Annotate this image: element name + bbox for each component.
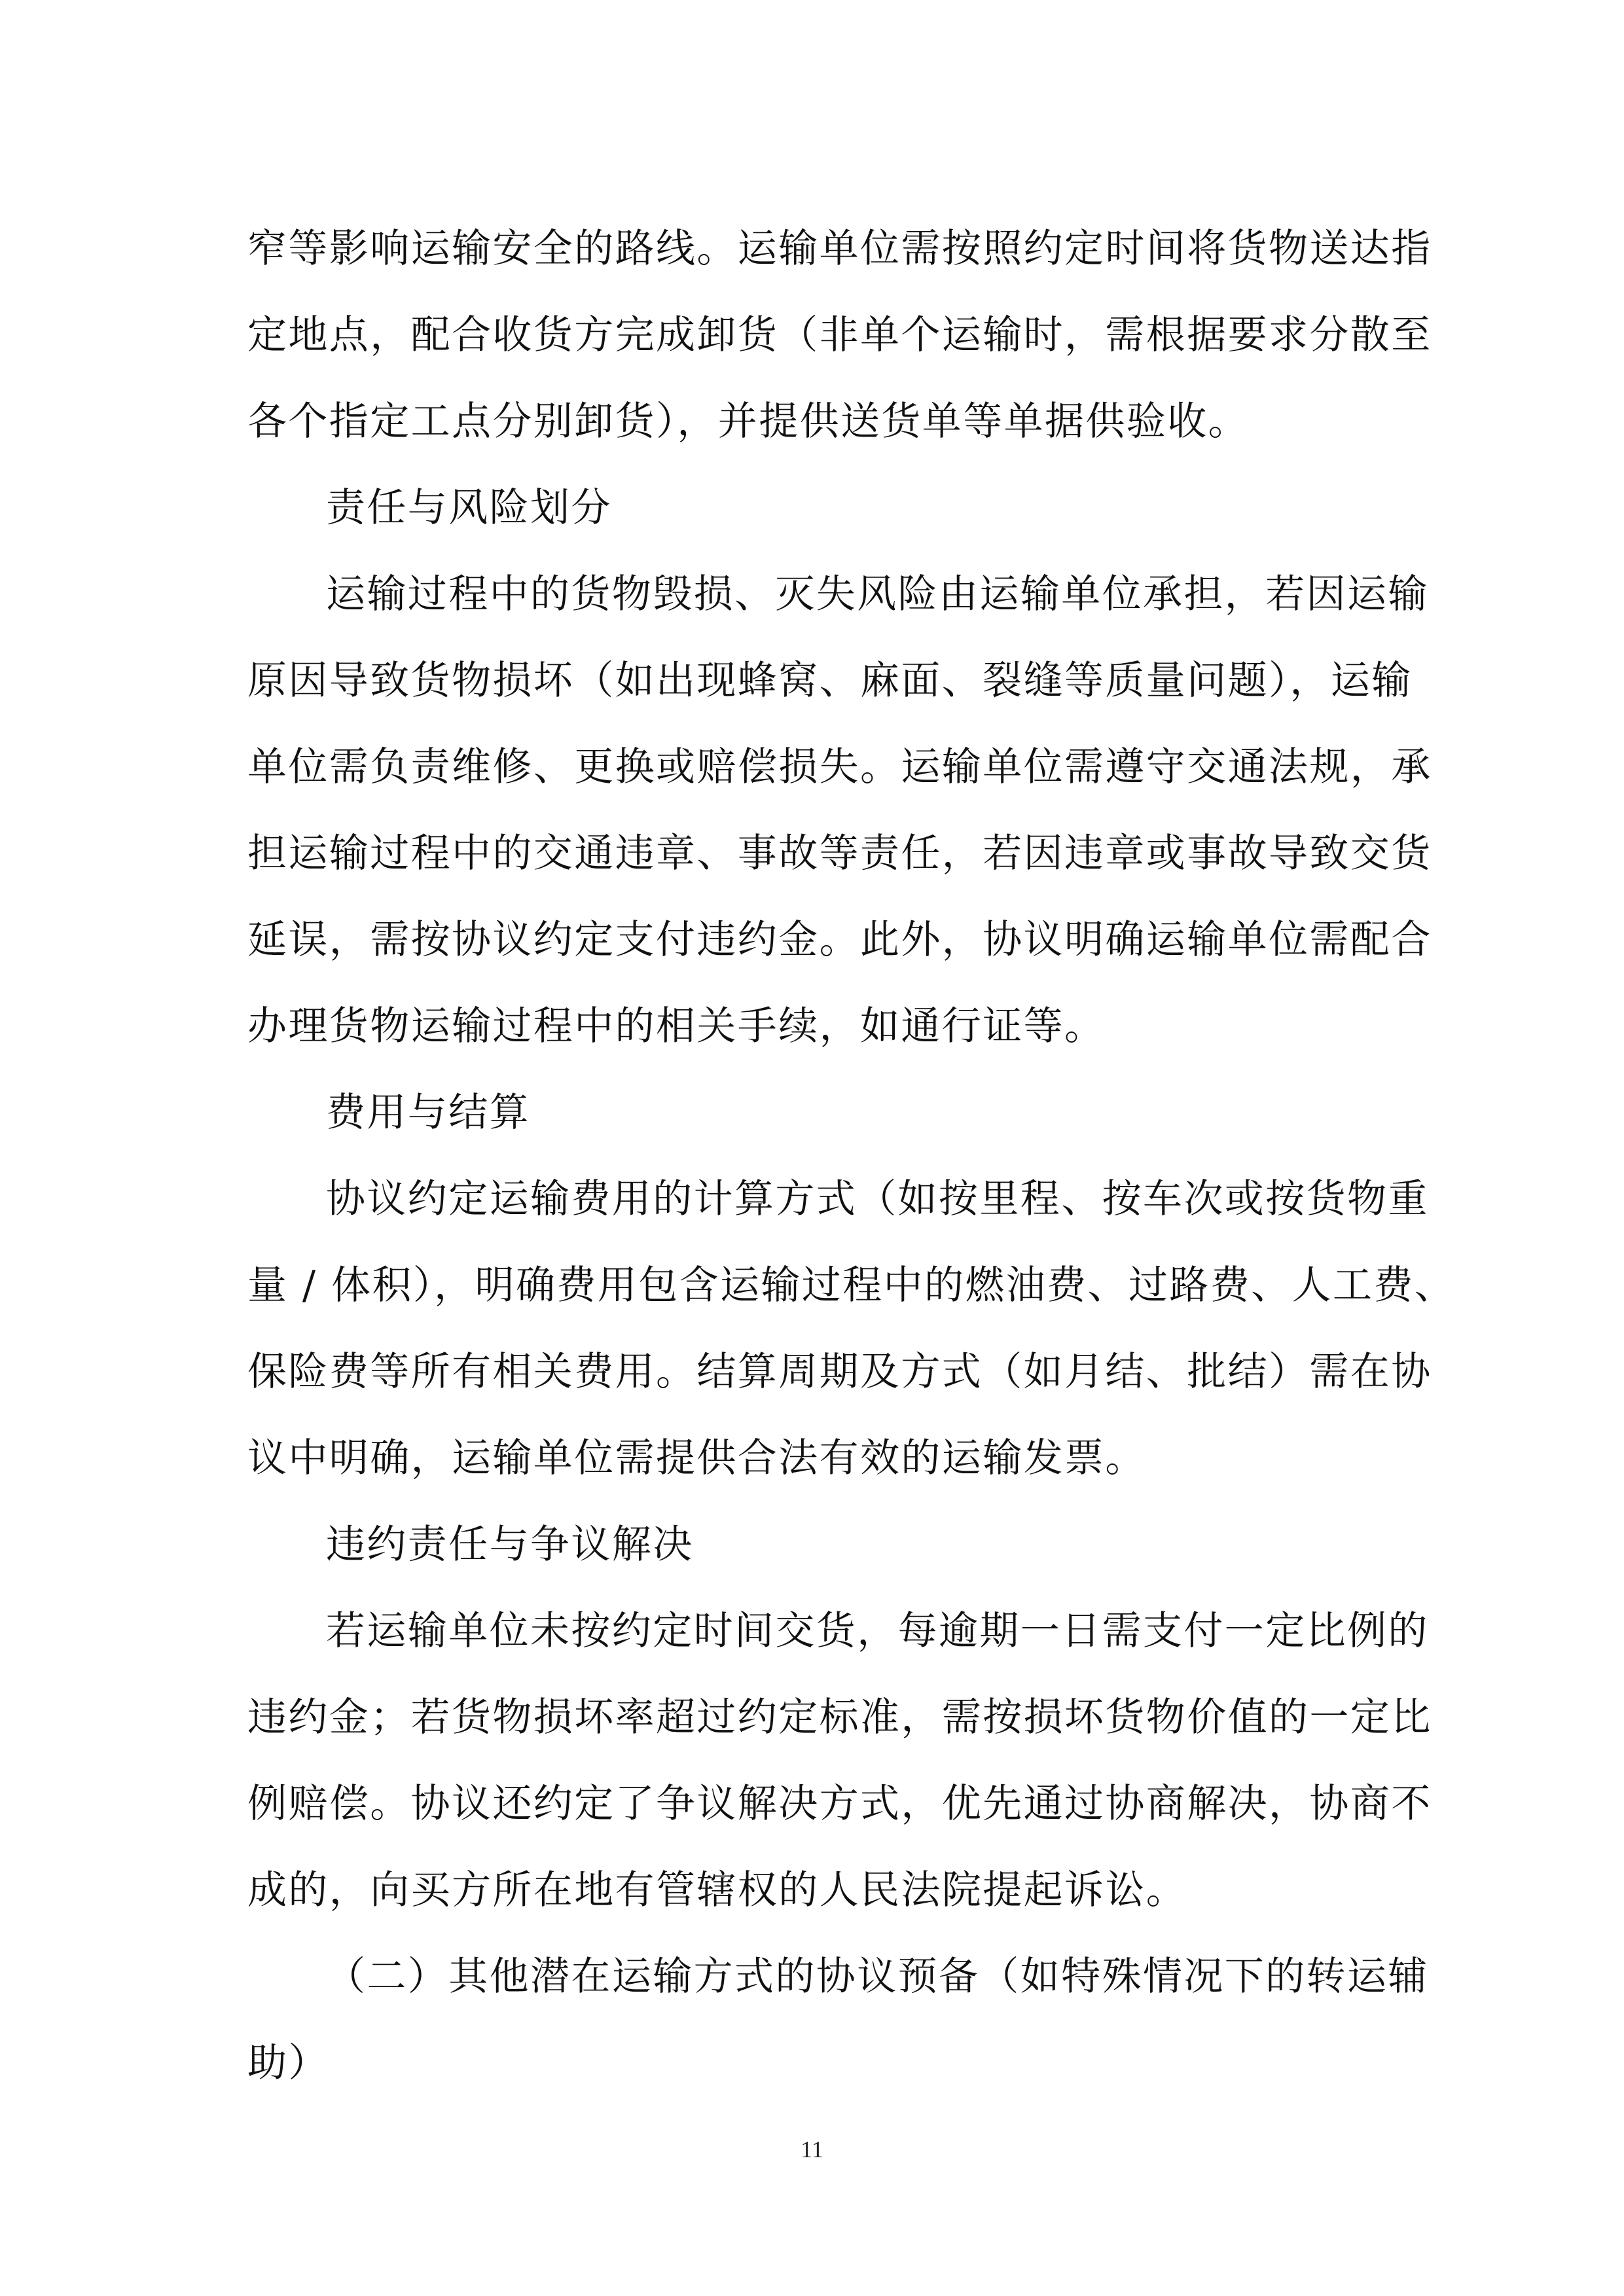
- text-line: 延误，需按协议约定支付违约金。此外，协议明确运输单位需配合: [247, 917, 1432, 963]
- text-line: 违约金；若货物损坏率超过约定标准，需按损坏货物价值的一定比: [247, 1695, 1432, 1740]
- text-line: 协议约定运输费用的计算方式（如按里程、按车次或按货物重: [326, 1176, 1429, 1222]
- text-line: 各个指定工点分别卸货），并提供送货单等单据供验收。: [247, 399, 1249, 444]
- document-body: [247, 206, 1456, 2106]
- text-line: 费用与结算: [326, 1090, 530, 1136]
- text-line: 助）: [247, 2040, 329, 2086]
- text-line: 例赔偿。协议还约定了争议解决方式，优先通过协商解决，协商不: [247, 1781, 1432, 1827]
- text-line: （二）其他潜在运输方式的协议预备（如特殊情况下的转运辅: [326, 1954, 1429, 2000]
- body-paragraph: [247, 551, 1432, 1069]
- text-line: 运输过程中的货物毁损、灭失风险由运输单位承担，若因运输: [326, 571, 1429, 617]
- section-subheading: [247, 465, 1373, 551]
- section-subheading: [247, 1501, 1373, 1588]
- text-line: 担运输过程中的交通违章、事故等责任，若因违章或事故导致交货: [247, 831, 1432, 876]
- text-line: 成的，向买方所在地有管辖权的人民法院提起诉讼。: [247, 1867, 1187, 1913]
- text-line: 责任与风险划分: [326, 485, 612, 531]
- text-line: 单位需负责维修、更换或赔偿损失。运输单位需遵守交通法规，承: [247, 744, 1432, 790]
- text-line: 定地点，配合收货方完成卸货（非单个运输时，需根据要求分散至: [247, 312, 1432, 358]
- text-line: 原因导致货物损坏（如出现蜂窝、麻面、裂缝等质量问题），运输: [247, 658, 1413, 704]
- page-number: 11: [801, 2136, 823, 2162]
- text-line: 办理货物运输过程中的相关手续，如通行证等。: [247, 1003, 1106, 1049]
- text-line: 违约责任与争议解决: [326, 1522, 694, 1568]
- text-line: 议中明确，运输单位需提供合法有效的运输发票。: [247, 1435, 1146, 1481]
- section-subheading: [247, 1069, 1373, 1156]
- section-heading: [247, 1933, 1429, 2106]
- text-line: 量 / 体积），明确费用包含运输过程中的燃油费、过路费、人工费、: [247, 1263, 1456, 1308]
- body-paragraph: [247, 206, 1432, 465]
- body-paragraph: [247, 1156, 1456, 1501]
- text-line: 保险费等所有相关费用。结算周期及方式（如月结、批结）需在协: [247, 1349, 1432, 1395]
- body-paragraph: [247, 1588, 1432, 1933]
- text-line: 窄等影响运输安全的路线。运输单位需按照约定时间将货物送达指: [247, 226, 1432, 272]
- text-line: 若运输单位未按约定时间交货，每逾期一日需支付一定比例的: [326, 1608, 1429, 1654]
